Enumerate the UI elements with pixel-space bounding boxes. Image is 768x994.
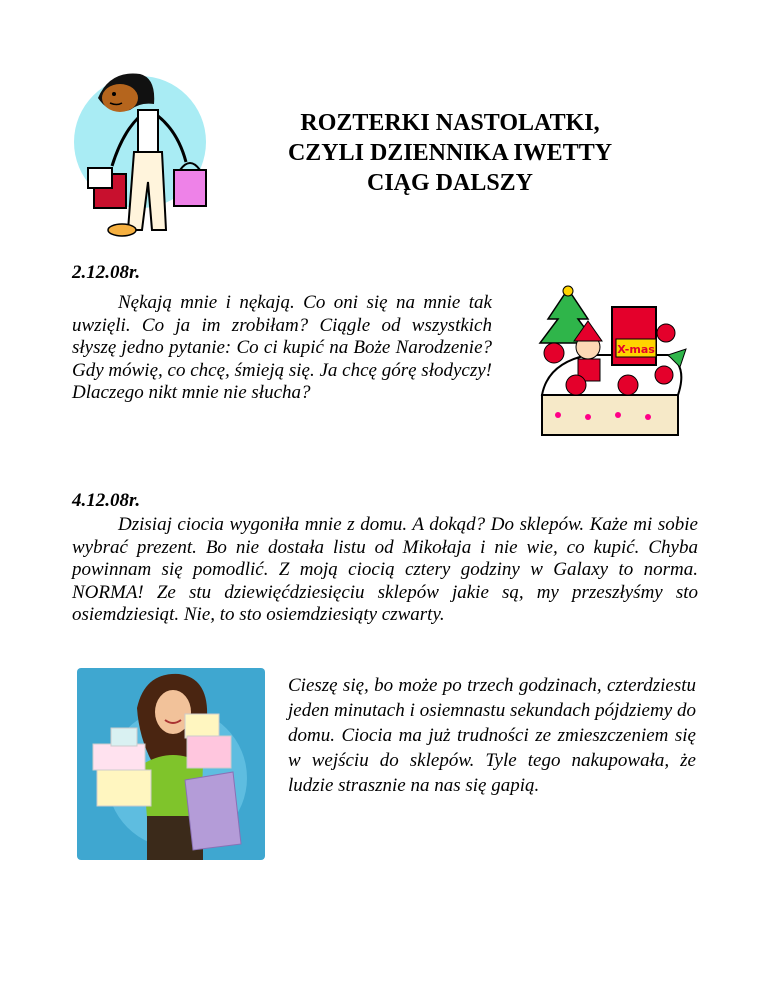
shopping-girl-clipart xyxy=(70,70,230,240)
entry-text xyxy=(72,292,492,405)
entry-date: 4.12.08r. xyxy=(72,490,141,511)
shopping-woman-clipart xyxy=(77,668,265,860)
title-line-3: CIĄG DALSZY xyxy=(366,170,534,196)
title-line-1: ROZTERKI NASTOLATKI, xyxy=(300,110,600,136)
cake-label: X-mas xyxy=(617,343,655,356)
entry-text-content: Nękają mnie i nękają. Co oni się na mnie tak uwzięli. Co ja im zrobiłam? Ciągle od wszystkich słyszę jedno pytanie: Co ci kupić na Boże Narodzenie? Gdy mówię, co chcę, śmieją się. Ja chcę górę słodyczy! Dlaczego nikt mnie nie słucha? xyxy=(72,292,492,403)
entry-text xyxy=(72,514,698,627)
closing-text: Cieszę się, bo może po trzech godzinach, czterdziestu jeden minutach i osiemnastu sekundach pójdziemy do domu. Ciocia ma już trudności ze zmieszczeniem się w wejściu do sklepów. Tyle tego nakupowała, że ludzie strasznie na nas się gapią. xyxy=(288,675,696,796)
page-title xyxy=(240,108,660,198)
christmas-cake-clipart xyxy=(528,285,698,443)
title-line-2: CZYLI DZIENNIKA IWETTY xyxy=(287,140,613,166)
entry-date: 2.12.08r. xyxy=(72,262,141,283)
entry-text-content: Dzisiaj ciocia wygoniła mnie z domu. A dokąd? Do sklepów. Każe mi sobie wybrać prezent. Bo nie dostała listu od Mikołaja i nie wie, co kupić. Chyba powinnam się pomodlić. Z moją ciocią cztery godziny w Galaxy to norma. NORMA! Ze stu dziewięćdziesięciu sklepów jakie są, my przeszłyśmy sto osiemdziesiąt. Nie, to sto osiemdziesiąty czwarty. xyxy=(72,514,698,625)
